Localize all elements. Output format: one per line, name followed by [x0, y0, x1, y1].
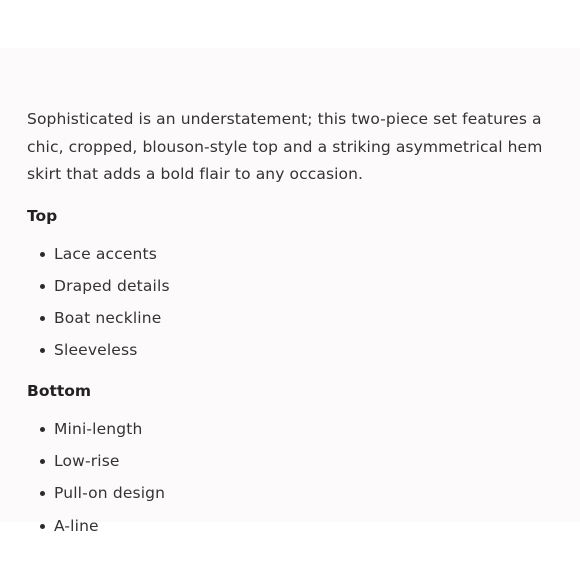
section-heading-bottom: Bottom [27, 381, 92, 400]
list-item: Pull-on design [27, 477, 557, 509]
product-description-panel [0, 48, 580, 535]
feature-list-bottom [27, 413, 557, 542]
list-item: Mini-length [27, 413, 557, 445]
list-item: Boat neckline [27, 302, 557, 334]
list-item: Low-rise [27, 445, 557, 477]
list-item: A-line [27, 510, 557, 542]
list-item: Lace accents [27, 238, 557, 270]
intro-paragraph: Sophisticated is an understatement; this two-piece set features a chic, cropped, blouson-style top and a striking asymmetrical hem skirt that adds a bold flair to any occasion. [27, 110, 543, 183]
list-item: Draped details [27, 270, 557, 302]
feature-list-top [27, 238, 557, 367]
section-heading-top: Top [27, 206, 58, 225]
product-description [27, 106, 557, 542]
list-item: Sleeveless [27, 334, 557, 366]
